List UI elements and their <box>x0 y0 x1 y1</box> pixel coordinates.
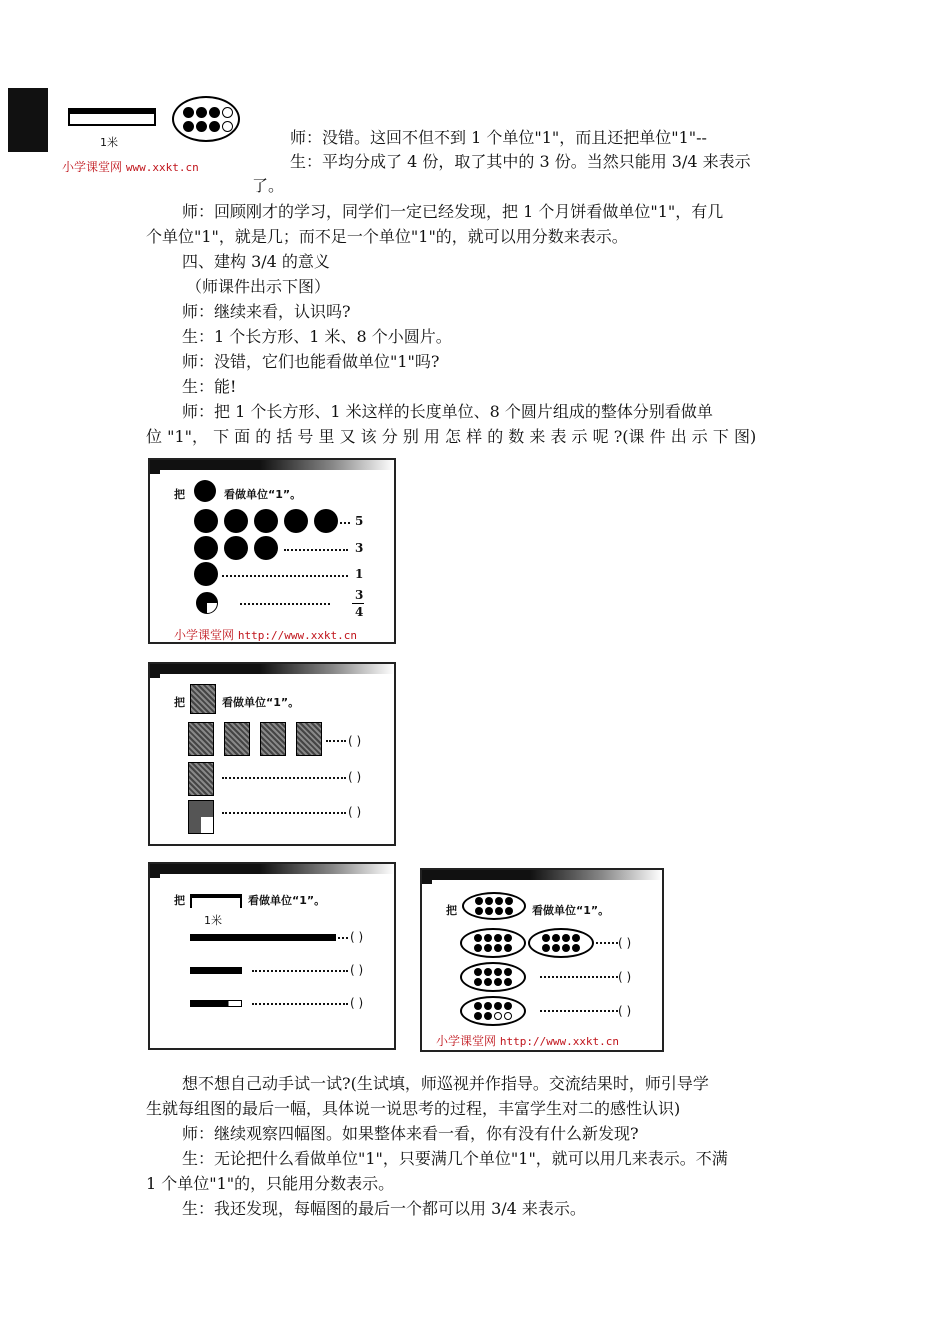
small-disc <box>494 968 502 976</box>
watermark-text: 小学课堂网 <box>174 628 235 642</box>
paragraph-line: 生：我还发现，每幅图的最后一个都可以用 3/4 来表示。 <box>182 1199 586 1218</box>
small-disc <box>484 934 492 942</box>
small-disc <box>484 944 492 952</box>
meter-bar-figure <box>68 108 156 134</box>
unit-circle-icon <box>194 480 216 502</box>
paragraph-line: 师：没错，它们也能看做单位"1"吗? <box>182 352 440 371</box>
margin-black-block <box>8 88 48 152</box>
circle-icon <box>254 509 278 533</box>
answer-blank[interactable]: ( ) <box>618 936 632 950</box>
small-disc <box>505 897 513 905</box>
unit-rectangle-icon <box>190 684 216 714</box>
paragraph-line: 师：没错。这回不但不到 1 个单位"1"，而且还把单位"1"-- <box>290 128 707 147</box>
rectangle-icon <box>224 722 250 756</box>
small-disc <box>552 944 560 952</box>
fraction-denominator: 4 <box>355 605 364 619</box>
paragraph-line: 师：回顾刚才的学习，同学们一定已经发现，把 1 个月饼看做单位"1"，有几 <box>182 202 724 221</box>
small-disc <box>474 934 482 942</box>
answer-blank[interactable]: ( ) <box>348 770 362 784</box>
small-disc <box>474 1012 482 1020</box>
rectangle-icon <box>188 762 214 796</box>
small-disc <box>484 1002 492 1010</box>
small-disc <box>475 897 483 905</box>
small-disc <box>484 968 492 976</box>
small-disc <box>504 978 512 986</box>
small-disc <box>474 944 482 952</box>
meter-label: 1米 <box>100 136 118 149</box>
three-quarter-group-icon <box>460 996 526 1026</box>
three-quarter-bar <box>190 1000 242 1007</box>
paragraph-line: 位 "1"， 下 面 的 括 号 里 又 该 分 别 用 怎 样 的 数 来 表 示 呢 ?(课 件 出 示 下 图) <box>146 427 757 446</box>
small-disc <box>485 907 493 915</box>
slide-label-suffix: 看做单位“1”。 <box>224 488 302 501</box>
small-disc <box>474 978 482 986</box>
circle-icon <box>224 536 248 560</box>
slide-watermark <box>174 626 357 643</box>
answer-blank[interactable]: ( ) <box>350 996 364 1010</box>
circle-icon <box>254 536 278 560</box>
circle-icon <box>194 562 218 586</box>
unit-meter-icon <box>190 894 242 908</box>
paragraph-line: 1 个单位"1"的，只能用分数表示。 <box>146 1174 395 1193</box>
small-disc <box>504 934 512 942</box>
small-disc <box>542 944 550 952</box>
small-disc <box>484 978 492 986</box>
paragraph-line: 了。 <box>252 176 285 195</box>
circle-icon <box>194 536 218 560</box>
circle-icon <box>194 509 218 533</box>
paragraph-line: 生：1 个长方形、1 米、8 个小圆片。 <box>182 327 452 346</box>
small-disc <box>495 897 503 905</box>
slide-label-prefix: 把 <box>174 696 185 709</box>
slide-label-prefix: 把 <box>174 894 185 907</box>
slide-rectangles <box>148 662 396 846</box>
watermark-url: http://www.xxkt.cn <box>499 1035 620 1048</box>
meter-label: 1米 <box>204 914 222 927</box>
half-bar <box>190 967 242 974</box>
small-disc <box>504 1002 512 1010</box>
paragraph-line: 生就每组图的最后一幅，具体说一说思考的过程，丰富学生对二的感性认识) <box>146 1099 681 1118</box>
slide-label-suffix: 看做单位“1”。 <box>532 904 610 917</box>
small-disc <box>484 1012 492 1020</box>
small-disc <box>494 934 502 942</box>
watermark-url: http://www.xxkt.cn <box>237 629 358 642</box>
paragraph-line: 个单位"1"，就是几；而不足一个单位"1"的，就可以用分数来表示。 <box>146 227 628 246</box>
rectangle-icon <box>296 722 322 756</box>
answer-blank[interactable]: ( ) <box>350 930 364 944</box>
small-disc <box>504 944 512 952</box>
paragraph-line: 生：无论把什么看做单位"1"，只要满几个单位"1"，就可以用几来表示。不满 <box>182 1149 728 1168</box>
small-disc <box>494 978 502 986</box>
watermark-url: www.xxkt.cn <box>125 161 199 174</box>
fraction-numerator: 3 <box>355 588 364 602</box>
small-disc <box>572 944 580 952</box>
slide-circle-groups <box>420 868 664 1052</box>
paragraph-line: 师：继续来看，认识吗? <box>182 302 351 321</box>
rectangle-icon <box>260 722 286 756</box>
small-disc <box>552 934 560 942</box>
paragraph-line: 想不想自己动手试一试?(生试填，师巡视并作指导。交流结果时，师引导学 <box>182 1074 709 1093</box>
paragraph-line: 师：把 1 个长方形、1 米这样的长度单位、8 个圆片组成的整体分别看做单 <box>182 402 713 421</box>
small-disc <box>494 1012 502 1020</box>
three-quarter-circle-icon <box>196 592 218 614</box>
small-disc <box>562 944 570 952</box>
paragraph-line: （师课件出示下图） <box>186 277 331 296</box>
answer-blank[interactable]: ( ) <box>348 734 362 748</box>
answer-blank[interactable]: ( ) <box>618 1004 632 1018</box>
watermark-text: 小学课堂网 <box>62 160 123 174</box>
small-disc <box>504 1012 512 1020</box>
answer-5: 5 <box>355 514 364 528</box>
top-watermark <box>62 158 199 175</box>
answer-3: 3 <box>355 541 364 555</box>
top-circle-group-figure <box>172 96 240 142</box>
slide-watermark <box>436 1032 619 1049</box>
group-icon <box>460 928 526 958</box>
three-quarter-rectangle-icon <box>188 800 214 834</box>
section-heading: 四、建构 3/4 的意义 <box>182 252 330 271</box>
slide-circles <box>148 458 396 644</box>
paragraph-line: 生：能! <box>182 377 237 396</box>
slide-label-prefix: 把 <box>446 904 457 917</box>
slide-label-prefix: 把 <box>174 488 185 501</box>
group-icon <box>528 928 594 958</box>
small-disc <box>494 944 502 952</box>
slide-label-suffix: 看做单位“1”。 <box>248 894 326 907</box>
small-disc <box>475 907 483 915</box>
small-disc <box>542 934 550 942</box>
full-bar <box>190 934 336 941</box>
circle-icon <box>284 509 308 533</box>
answer-1: 1 <box>355 567 364 581</box>
small-disc <box>505 907 513 915</box>
small-disc <box>562 934 570 942</box>
small-disc <box>485 897 493 905</box>
paragraph-line: 生：平均分成了 4 份，取了其中的 3 份。当然只能用 3/4 来表示 <box>290 152 751 171</box>
unit-group-icon <box>462 892 526 920</box>
small-disc <box>494 1002 502 1010</box>
small-disc <box>504 968 512 976</box>
answer-blank[interactable]: ( ) <box>350 963 364 977</box>
answer-blank[interactable]: ( ) <box>348 805 362 819</box>
paragraph-line: 师：继续观察四幅图。如果整体来看一看，你有没有什么新发现? <box>182 1124 639 1143</box>
circle-icon <box>314 509 338 533</box>
small-disc <box>474 1002 482 1010</box>
watermark-text: 小学课堂网 <box>436 1034 497 1048</box>
group-icon <box>460 962 526 992</box>
slide-meter <box>148 862 396 1050</box>
small-disc <box>495 907 503 915</box>
circle-icon <box>224 509 248 533</box>
rectangle-icon <box>188 722 214 756</box>
small-disc <box>572 934 580 942</box>
small-disc <box>474 968 482 976</box>
slide-label-suffix: 看做单位“1”。 <box>222 696 300 709</box>
answer-blank[interactable]: ( ) <box>618 970 632 984</box>
